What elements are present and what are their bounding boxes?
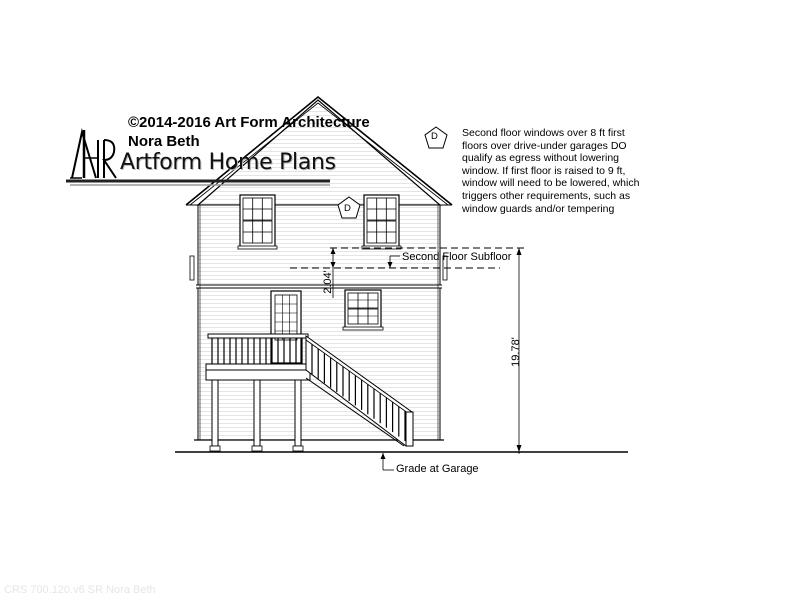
upper-wall bbox=[198, 205, 440, 285]
dimension-short: 2.04' bbox=[322, 270, 334, 294]
brand-name: Artform Home Plans bbox=[120, 150, 336, 175]
copyright-block bbox=[128, 113, 370, 151]
plan-name: Nora Beth bbox=[128, 133, 200, 150]
subfloor-label: Second Floor Subfloor bbox=[402, 251, 512, 263]
watermark: CRS 700.120.v6 SR Nora Beth bbox=[4, 584, 156, 596]
grade-label: Grade at Garage bbox=[396, 463, 479, 475]
dimension-total: 19.78' bbox=[510, 337, 522, 367]
copyright-line: ©2014-2016 Art Form Architecture bbox=[128, 114, 370, 131]
upper-window-left bbox=[238, 195, 277, 249]
egress-note: Second floor windows over 8 ft first floors over drive-under garages DO qualify as egress without lowering window. If first floor is raised to 9 ft, window will need to be lowered, which triggers other requirements, such as window guards and/or tempering bbox=[462, 127, 640, 215]
lower-window bbox=[343, 290, 383, 330]
window-marker-letter: D bbox=[344, 203, 351, 214]
upper-window-right bbox=[362, 195, 401, 249]
note-marker-letter: D bbox=[431, 131, 438, 142]
